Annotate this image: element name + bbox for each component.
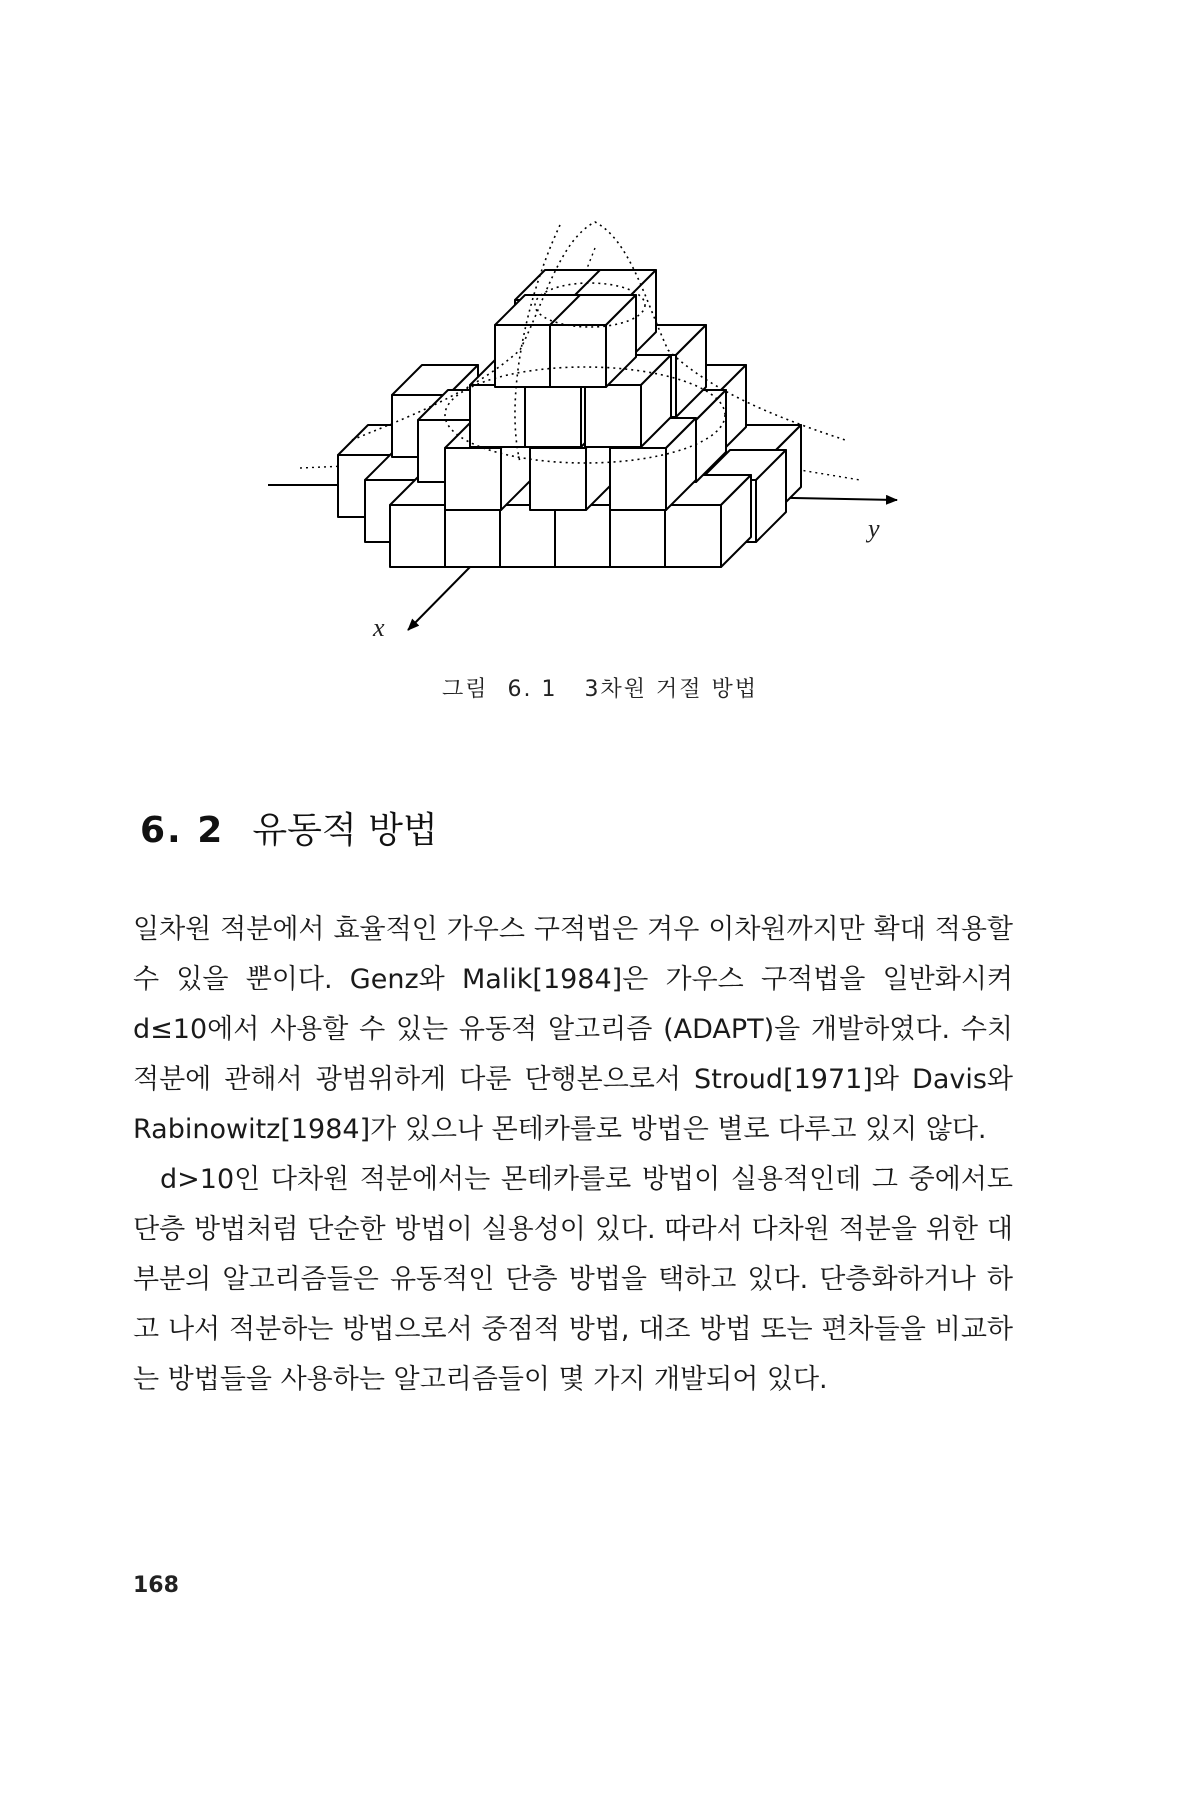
caption-number: 6. 1 (507, 677, 558, 702)
cube-front (495, 325, 551, 387)
cube-front (665, 505, 721, 567)
histogram-cubes (338, 270, 801, 567)
figure-3d-rejection-method (0, 0, 1200, 660)
paragraph-2: d>10인 다차원 적분에서는 몬테카를로 방법이 실용적인데 그 중에서도 단층 방법처럼 단순한 방법이 실용성이 있다. 따라서 다차원 적분을 위한 대부분의 알고리즘들은 유동적인 단층 방법을 택하고 있다. 단층화하거나 하고 나서 적분하는 방법으로서 중점적 방법, 대조 방법 또는 편차들을 비교하는 방법들을 사용하는 알고리즘들이 몇 가지 개발되어 있다. (133, 1164, 1013, 1395)
cube-front (470, 385, 526, 447)
cube-front (610, 505, 666, 567)
cube-front (585, 385, 641, 447)
axis-y-label: y (868, 514, 880, 543)
section-heading (140, 802, 438, 853)
body-text (133, 905, 1013, 1405)
cube-front (500, 505, 556, 567)
paragraph-1: 일차원 적분에서 효율적인 가우스 구적법은 겨우 이차원까지만 확대 적용할 수 있을 뿐이다. Genz와 Malik[1984]은 가우스 구적법을 일반화시켜 d≤10에서 사용할 수 있는 유동적 알고리즘 (ADAPT)을 개발하였다. 수치 적분에 관해서 광범위하게 다룬 단행본으로서 Stroud[1971]와 Davis와 Rabinowitz[1984]가 있으나 몬테카를로 방법은 별로 다루고 있지 않다. (133, 914, 1013, 1145)
cube-front (550, 325, 606, 387)
cube-front (445, 505, 501, 567)
cube-front (525, 385, 581, 447)
cube-front (530, 448, 586, 510)
cube-front (610, 448, 666, 510)
caption-title: 3차원 거절 방법 (584, 677, 758, 702)
page-number: 168 (133, 1573, 179, 1598)
cube-front (445, 448, 501, 510)
axis-x-label: x (373, 613, 385, 642)
figure-caption (0, 672, 1200, 703)
section-number: 6. 2 (140, 810, 225, 851)
cube-front (390, 505, 446, 567)
caption-label: 그림 (442, 677, 489, 702)
axis-x-arrow (408, 567, 470, 630)
cube-front (555, 505, 611, 567)
section-title: 유동적 방법 (252, 810, 438, 851)
